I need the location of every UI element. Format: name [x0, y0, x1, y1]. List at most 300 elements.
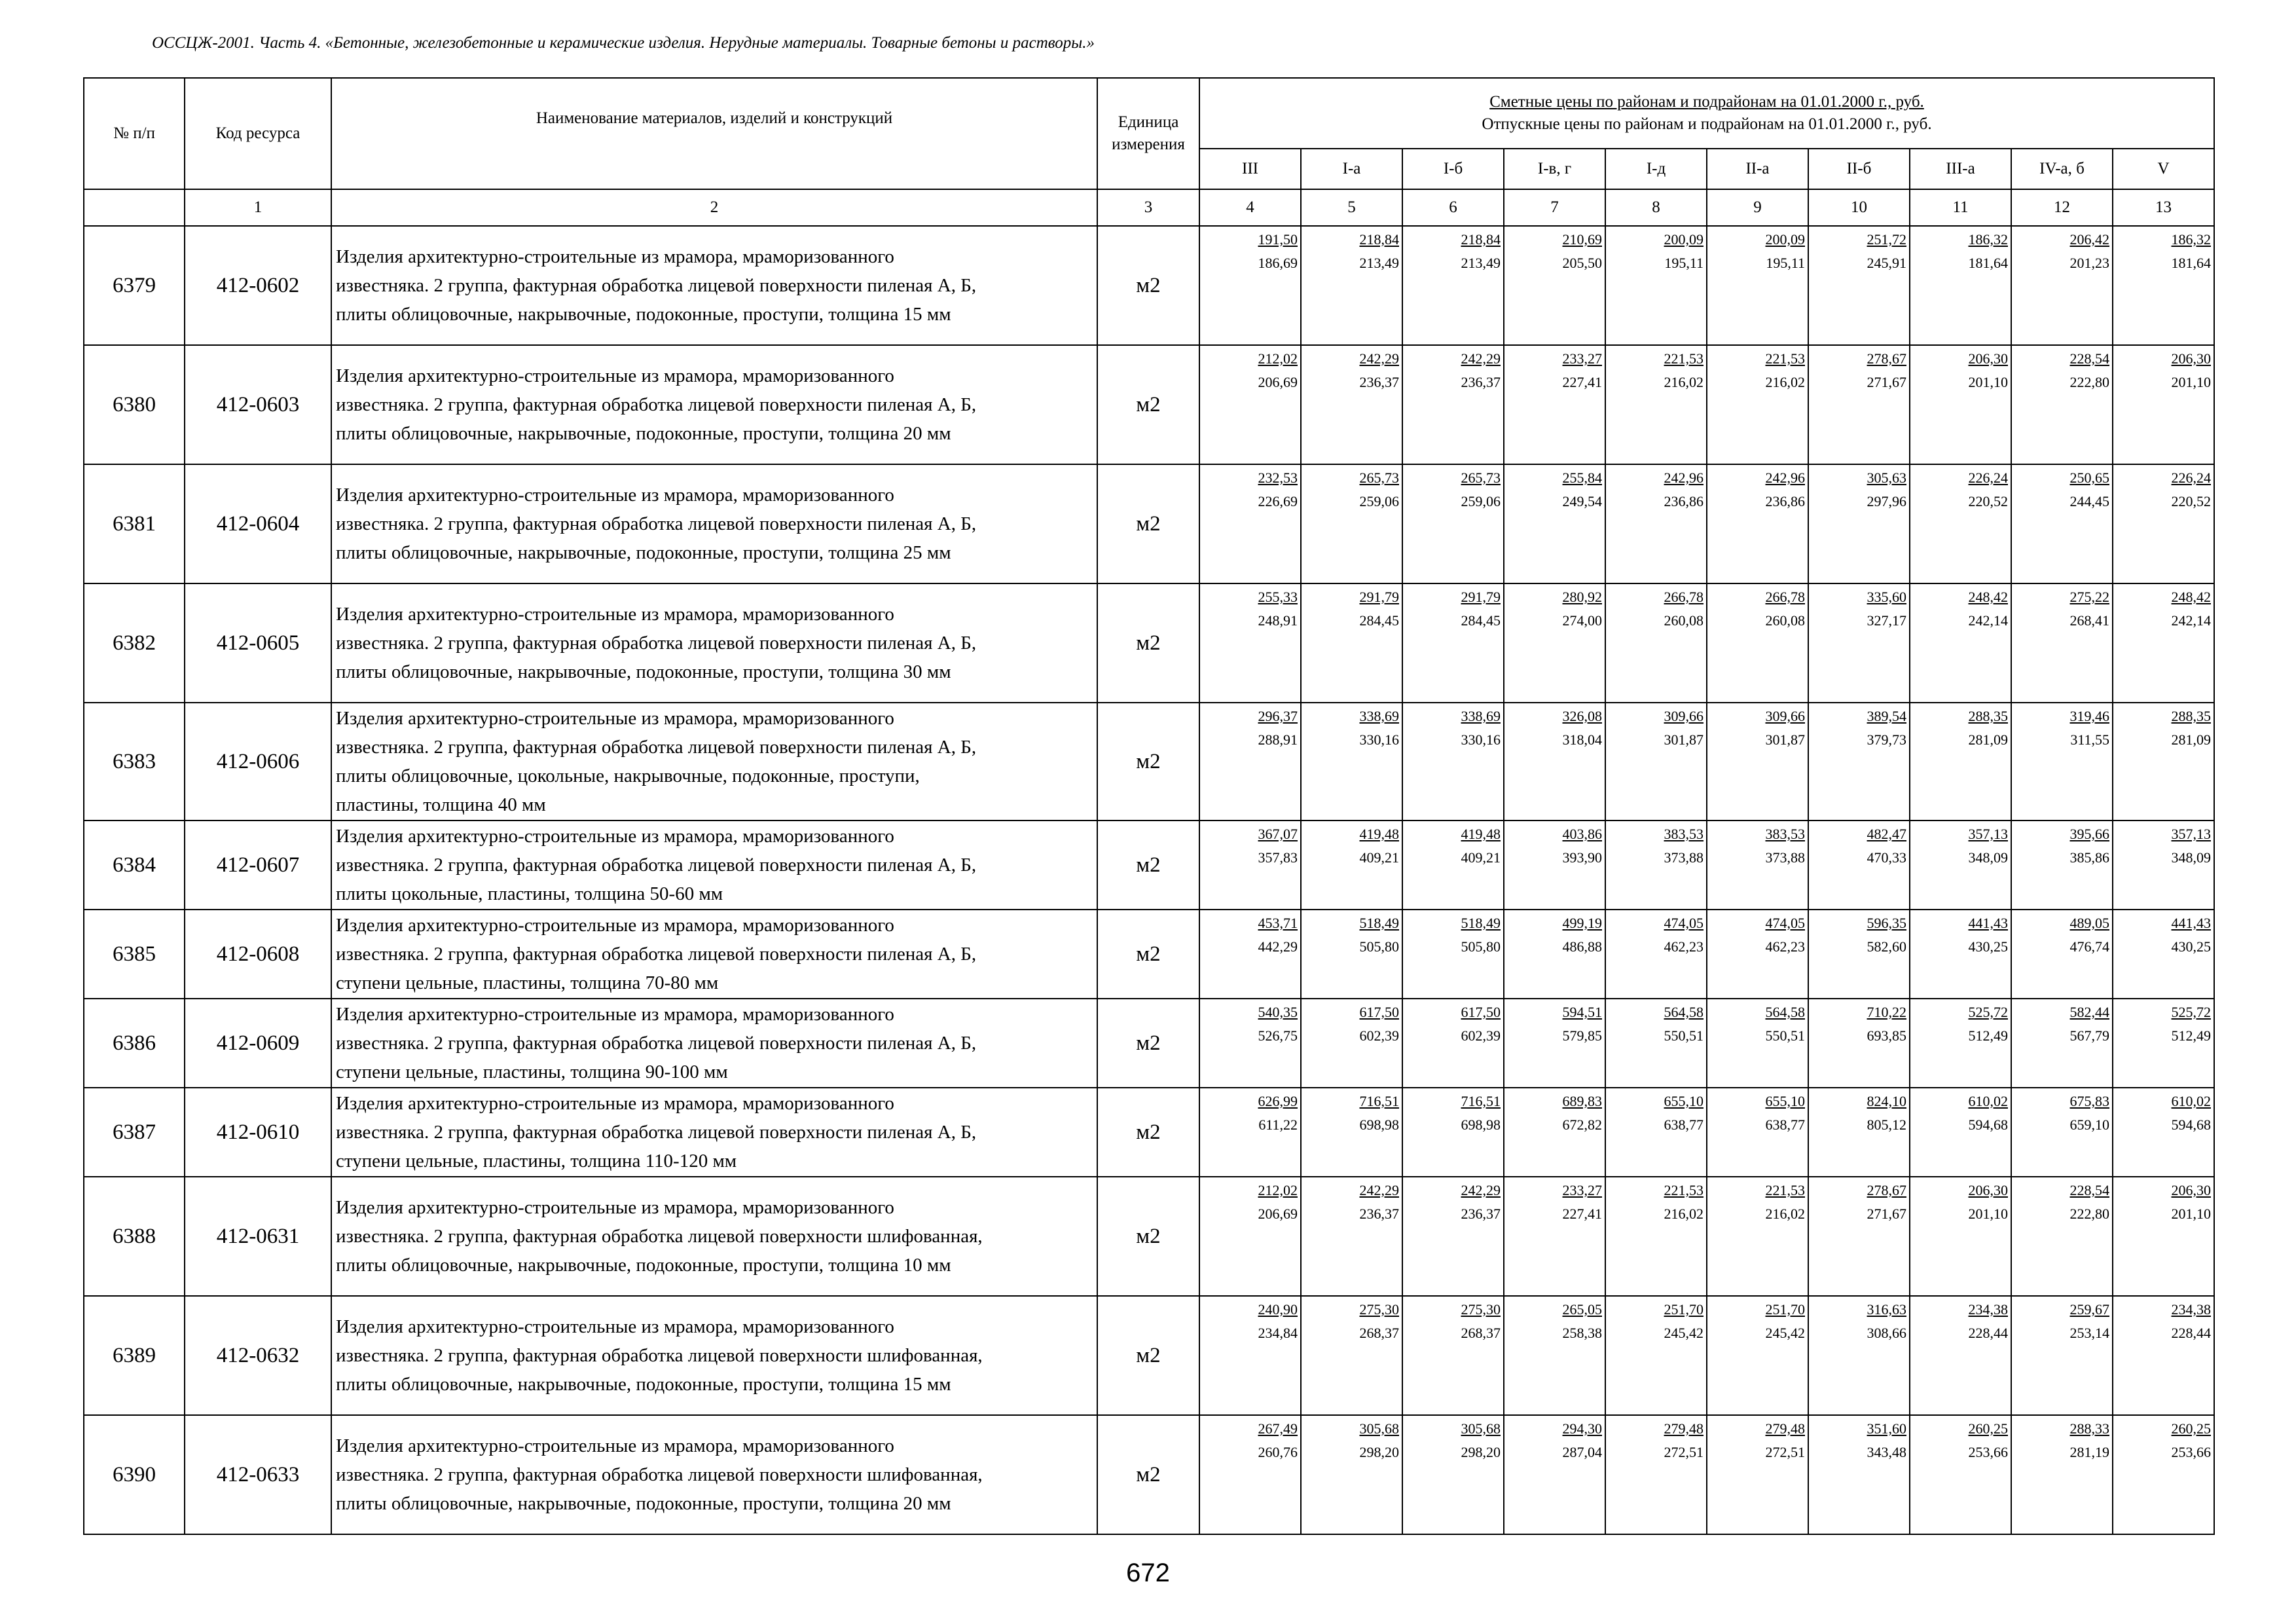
- estimate-price: 278,67: [1867, 350, 1906, 367]
- release-price: 281,09: [2171, 731, 2211, 748]
- table-row: [84, 226, 2214, 345]
- material-description: [331, 583, 1097, 703]
- estimate-price: 316,63: [1867, 1301, 1906, 1318]
- description-line: известняка. 2 группа, фактурная обработка лицевой поверхности пиленая А, Б,: [336, 513, 977, 534]
- release-price: 248,91: [1258, 612, 1298, 629]
- material-description: [331, 464, 1097, 583]
- estimate-price: 186,32: [2171, 231, 2211, 248]
- estimate-price: 453,71: [1258, 915, 1298, 931]
- price-table: [83, 77, 2215, 1535]
- estimate-price: 240,90: [1258, 1301, 1298, 1318]
- price-cell: [2113, 1415, 2214, 1534]
- release-price: 253,66: [1968, 1444, 2008, 1460]
- material-description: [331, 345, 1097, 464]
- unit: м2: [1097, 910, 1199, 999]
- price-cell: [2113, 703, 2214, 821]
- release-price: 274,00: [1562, 612, 1602, 629]
- region-header: V: [2113, 149, 2214, 189]
- release-price: 242,14: [2171, 612, 2211, 629]
- material-description: [331, 226, 1097, 345]
- price-cell: [1808, 1177, 1910, 1296]
- unit: м2: [1097, 1088, 1199, 1177]
- description-line: плиты облицовочные, цокольные, накрывочные, подоконные, проступи,: [336, 766, 920, 786]
- row-number: 6388: [84, 1177, 185, 1296]
- estimate-price: 564,58: [1664, 1004, 1704, 1020]
- estimate-price: 403,86: [1562, 826, 1602, 842]
- unit: м2: [1097, 703, 1199, 821]
- release-price: 611,22: [1258, 1116, 1298, 1133]
- price-cell: [1199, 1088, 1301, 1177]
- description-line: известняка. 2 группа, фактурная обработка лицевой поверхности пиленая А, Б,: [336, 633, 977, 654]
- price-cell: [1199, 1415, 1301, 1534]
- resource-code: 412-0633: [185, 1415, 331, 1534]
- price-cell: [1402, 345, 1504, 464]
- unit: м2: [1097, 999, 1199, 1088]
- price-cell: [1605, 910, 1707, 999]
- release-price: 220,52: [1968, 493, 2008, 509]
- estimate-price: 200,09: [1765, 231, 1805, 248]
- release-price: 357,83: [1258, 849, 1298, 866]
- price-cell: [1199, 821, 1301, 910]
- estimate-price: 260,25: [1968, 1420, 2008, 1437]
- region-header: I-в, г: [1504, 149, 1605, 189]
- release-price: 379,73: [1867, 731, 1906, 748]
- price-cell: [1199, 999, 1301, 1088]
- region-header: I-д: [1605, 149, 1707, 189]
- estimate-price: 689,83: [1562, 1093, 1602, 1109]
- price-cell: [1910, 345, 2011, 464]
- estimate-price: 206,30: [1968, 350, 2008, 367]
- estimate-price: 357,13: [1968, 826, 2008, 842]
- release-price: 805,12: [1867, 1116, 1906, 1133]
- price-cell: [1199, 1296, 1301, 1415]
- price-cell: [1301, 703, 1402, 821]
- estimate-price: 305,63: [1867, 470, 1906, 486]
- estimate-price: 525,72: [2171, 1004, 2211, 1020]
- release-price: 249,54: [1562, 493, 1602, 509]
- description-line: Изделия архитектурно-строительные из мрамора, мраморизованного: [336, 365, 894, 386]
- estimate-price: 675,83: [2069, 1093, 2109, 1109]
- description-line: Изделия архитектурно-строительные из мрамора, мраморизованного: [336, 246, 894, 267]
- release-price: 409,21: [1461, 849, 1501, 866]
- price-cell: [1707, 1296, 1808, 1415]
- release-price: 181,64: [1968, 255, 2008, 271]
- price-cell: [1504, 464, 1605, 583]
- estimate-price: 251,72: [1867, 231, 1906, 248]
- release-price: 672,82: [1562, 1116, 1602, 1133]
- price-cell: [2011, 583, 2113, 703]
- description-line: плиты облицовочные, накрывочные, подоконные, проступи, толщина 15 мм: [336, 1374, 951, 1395]
- estimate-price: 594,51: [1562, 1004, 1602, 1020]
- release-price: 430,25: [1968, 938, 2008, 955]
- release-price: 602,39: [1359, 1027, 1399, 1044]
- estimate-price: 210,69: [1562, 231, 1602, 248]
- estimate-price: 242,96: [1765, 470, 1805, 486]
- release-price: 698,98: [1461, 1116, 1501, 1133]
- price-cell: [1301, 1415, 1402, 1534]
- estimate-price: 275,30: [1461, 1301, 1501, 1318]
- price-cell: [1301, 464, 1402, 583]
- estimate-price: 540,35: [1258, 1004, 1298, 1020]
- release-price: 258,38: [1562, 1325, 1602, 1341]
- header-code: Код ресурса: [185, 78, 331, 189]
- material-description: [331, 703, 1097, 821]
- material-description: [331, 1088, 1097, 1177]
- resource-code: 412-0605: [185, 583, 331, 703]
- release-price: 245,42: [1664, 1325, 1704, 1341]
- price-cell: [1402, 1415, 1504, 1534]
- estimate-price: 288,33: [2069, 1420, 2109, 1437]
- resource-code: 412-0631: [185, 1177, 331, 1296]
- price-cell: [1402, 1177, 1504, 1296]
- release-price: 242,14: [1968, 612, 2008, 629]
- region-header: II-а: [1707, 149, 1808, 189]
- release-price: 186,69: [1258, 255, 1298, 271]
- release-price: 195,11: [1664, 255, 1704, 271]
- estimate-price: 474,05: [1765, 915, 1805, 931]
- estimate-price: 280,92: [1562, 589, 1602, 605]
- release-price: 228,44: [1968, 1325, 2008, 1341]
- price-cell: [2011, 1088, 2113, 1177]
- estimate-price: 266,78: [1664, 589, 1704, 605]
- estimate-price: 212,02: [1258, 350, 1298, 367]
- release-price: 268,37: [1359, 1325, 1399, 1341]
- estimate-price: 191,50: [1258, 231, 1298, 248]
- release-price: 205,50: [1562, 255, 1602, 271]
- price-cell: [1707, 583, 1808, 703]
- release-price: 222,80: [2069, 374, 2109, 390]
- header-prices: [1199, 78, 2214, 149]
- estimate-price: 206,42: [2069, 231, 2109, 248]
- price-cell: [1504, 1415, 1605, 1534]
- description-line: известняка. 2 группа, фактурная обработка лицевой поверхности шлифованная,: [336, 1345, 983, 1366]
- release-price: 245,42: [1765, 1325, 1805, 1341]
- release-price: 245,91: [1867, 255, 1906, 271]
- estimate-price: 319,46: [2069, 708, 2109, 724]
- price-cell: [1910, 583, 2011, 703]
- price-cell: [2011, 226, 2113, 345]
- release-price: 550,51: [1765, 1027, 1805, 1044]
- estimate-price: 221,53: [1664, 1182, 1704, 1198]
- estimate-price: 305,68: [1359, 1420, 1399, 1437]
- price-cell: [1402, 226, 1504, 345]
- price-cell: [1605, 226, 1707, 345]
- price-cell: [2011, 910, 2113, 999]
- resource-code: 412-0610: [185, 1088, 331, 1177]
- estimate-price: 482,47: [1867, 826, 1906, 842]
- estimate-price: 395,66: [2069, 826, 2109, 842]
- release-price: 226,69: [1258, 493, 1298, 509]
- estimate-price: 200,09: [1664, 231, 1704, 248]
- estimate-price: 206,30: [2171, 1182, 2211, 1198]
- release-price: 236,37: [1359, 1206, 1399, 1222]
- price-cell: [1910, 1088, 2011, 1177]
- estimate-price: 309,66: [1664, 708, 1704, 724]
- price-cell: [1402, 821, 1504, 910]
- price-cell: [1605, 821, 1707, 910]
- description-line: Изделия архитектурно-строительные из мрамора, мраморизованного: [336, 915, 894, 936]
- release-price: 343,48: [1867, 1444, 1906, 1460]
- estimate-price: 610,02: [1968, 1093, 2008, 1109]
- description-line: Изделия архитектурно-строительные из мрамора, мраморизованного: [336, 1197, 894, 1218]
- estimate-price: 335,60: [1867, 589, 1906, 605]
- price-cell: [1707, 999, 1808, 1088]
- price-cell: [1910, 999, 2011, 1088]
- estimate-price: 296,37: [1258, 708, 1298, 724]
- table-row: [84, 1177, 2214, 1296]
- release-price: 272,51: [1664, 1444, 1704, 1460]
- region-header: IV-а, б: [2011, 149, 2113, 189]
- estimate-price: 419,48: [1461, 826, 1501, 842]
- release-price: 594,68: [2171, 1116, 2211, 1133]
- release-price: 260,08: [1765, 612, 1805, 629]
- estimate-price: 357,13: [2171, 826, 2211, 842]
- resource-code: 412-0602: [185, 226, 331, 345]
- price-cell: [2011, 1177, 2113, 1296]
- price-cell: [1707, 821, 1808, 910]
- release-price: 327,17: [1867, 612, 1906, 629]
- release-price: 311,55: [2070, 731, 2109, 748]
- price-cell: [1910, 821, 2011, 910]
- estimate-price: 525,72: [1968, 1004, 2008, 1020]
- estimate-price: 226,24: [2171, 470, 2211, 486]
- price-cell: [1707, 1415, 1808, 1534]
- release-price: 602,39: [1461, 1027, 1501, 1044]
- estimate-price: 228,54: [2069, 1182, 2109, 1198]
- estimate-price: 655,10: [1664, 1093, 1704, 1109]
- release-price: 582,60: [1867, 938, 1906, 955]
- price-cell: [1199, 703, 1301, 821]
- price-cell: [2113, 464, 2214, 583]
- release-price: 216,02: [1664, 374, 1704, 390]
- price-cell: [1910, 1415, 2011, 1534]
- price-cell: [2113, 1296, 2214, 1415]
- estimate-price: 251,70: [1765, 1301, 1805, 1318]
- region-header: I-б: [1402, 149, 1504, 189]
- resource-code: 412-0632: [185, 1296, 331, 1415]
- price-cell: [2113, 999, 2214, 1088]
- release-price: 330,16: [1359, 731, 1399, 748]
- description-line: плиты цокольные, пластины, толщина 50-60 мм: [336, 883, 723, 904]
- price-cell: [1504, 345, 1605, 464]
- release-price: 213,49: [1359, 255, 1399, 271]
- price-cell: [1808, 1415, 1910, 1534]
- price-cell: [1910, 910, 2011, 999]
- estimate-price: 234,38: [1968, 1301, 2008, 1318]
- release-price: 287,04: [1562, 1444, 1602, 1460]
- release-price: 234,84: [1258, 1325, 1298, 1341]
- estimate-price: 582,44: [2069, 1004, 2109, 1020]
- price-cell: [1707, 345, 1808, 464]
- material-description: [331, 1296, 1097, 1415]
- resource-code: 412-0608: [185, 910, 331, 999]
- region-header: III: [1199, 149, 1301, 189]
- price-cell: [1808, 999, 1910, 1088]
- price-cell: [1605, 999, 1707, 1088]
- column-number: 10: [1808, 189, 1910, 226]
- estimate-price: 206,30: [2171, 350, 2211, 367]
- estimate-price: 206,30: [1968, 1182, 2008, 1198]
- resource-code: 412-0603: [185, 345, 331, 464]
- price-cell: [1910, 464, 2011, 583]
- row-number: 6389: [84, 1296, 185, 1415]
- estimate-price: 291,79: [1359, 589, 1399, 605]
- estimate-price: 279,48: [1664, 1420, 1704, 1437]
- estimate-price: 279,48: [1765, 1420, 1805, 1437]
- estimate-price: 278,67: [1867, 1182, 1906, 1198]
- row-number: 6390: [84, 1415, 185, 1534]
- price-cell: [2011, 999, 2113, 1088]
- price-cell: [1910, 226, 2011, 345]
- unit: м2: [1097, 345, 1199, 464]
- price-cell: [1301, 910, 1402, 999]
- release-price: 284,45: [1359, 612, 1399, 629]
- release-price: 462,23: [1765, 938, 1805, 955]
- material-description: [331, 821, 1097, 910]
- estimate-price: 221,53: [1664, 350, 1704, 367]
- estimate-price: 255,84: [1562, 470, 1602, 486]
- estimate-price: 441,43: [2171, 915, 2211, 931]
- release-price: 567,79: [2069, 1027, 2109, 1044]
- description-line: плиты облицовочные, накрывочные, подоконные, проступи, толщина 20 мм: [336, 1493, 951, 1514]
- release-price: 253,66: [2171, 1444, 2211, 1460]
- release-price: 638,77: [1664, 1116, 1704, 1133]
- unit: м2: [1097, 226, 1199, 345]
- description-line: ступени цельные, пластины, толщина 70-80 мм: [336, 972, 719, 993]
- price-cell: [1402, 583, 1504, 703]
- estimate-price: 351,60: [1867, 1420, 1906, 1437]
- estimate-price: 383,53: [1765, 826, 1805, 842]
- column-number: 12: [2011, 189, 2113, 226]
- release-price: 271,67: [1867, 374, 1906, 390]
- release-price: 216,02: [1664, 1206, 1704, 1222]
- release-price: 430,25: [2171, 938, 2211, 955]
- estimate-price: 275,22: [2069, 589, 2109, 605]
- release-price: 505,80: [1359, 938, 1399, 955]
- material-description: [331, 910, 1097, 999]
- estimate-price: 218,84: [1461, 231, 1501, 248]
- estimate-price: 265,05: [1562, 1301, 1602, 1318]
- release-price: 201,10: [2171, 1206, 2211, 1222]
- release-price: 206,69: [1258, 374, 1298, 390]
- estimate-price: 186,32: [1968, 231, 2008, 248]
- description-line: Изделия архитектурно-строительные из мрамора, мраморизованного: [336, 485, 894, 506]
- release-price: 216,02: [1765, 374, 1805, 390]
- price-cell: [1199, 464, 1301, 583]
- price-cell: [1504, 1177, 1605, 1296]
- resource-code: 412-0606: [185, 703, 331, 821]
- estimate-price: 710,22: [1867, 1004, 1906, 1020]
- resource-code: 412-0609: [185, 999, 331, 1088]
- column-number: 11: [1910, 189, 2011, 226]
- unit: м2: [1097, 1177, 1199, 1296]
- description-line: известняка. 2 группа, фактурная обработка лицевой поверхности пиленая А, Б,: [336, 394, 977, 415]
- release-price: 301,87: [1664, 731, 1704, 748]
- region-header: II-б: [1808, 149, 1910, 189]
- price-cell: [1504, 821, 1605, 910]
- estimate-price: 294,30: [1562, 1420, 1602, 1437]
- column-number: [84, 189, 185, 226]
- description-line: известняка. 2 группа, фактурная обработка лицевой поверхности пиленая А, Б,: [336, 737, 977, 758]
- header-unit: Единица измерения: [1097, 78, 1199, 189]
- release-price: 512,49: [1968, 1027, 2008, 1044]
- description-line: известняка. 2 группа, фактурная обработка лицевой поверхности шлифованная,: [336, 1464, 983, 1485]
- estimate-price: 441,43: [1968, 915, 2008, 931]
- release-price: 442,29: [1258, 938, 1298, 955]
- price-cell: [1808, 1088, 1910, 1177]
- description-line: плиты облицовочные, накрывочные, подоконные, проступи, толщина 25 мм: [336, 542, 951, 563]
- estimate-price: 596,35: [1867, 915, 1906, 931]
- price-cell: [1199, 583, 1301, 703]
- price-cell: [1301, 821, 1402, 910]
- price-cell: [2113, 345, 2214, 464]
- header-prices-title: Сметные цены по районам и подрайонам на 01.01.2000 г., руб.: [1489, 93, 1924, 111]
- price-cell: [1504, 226, 1605, 345]
- estimate-price: 383,53: [1664, 826, 1704, 842]
- table-row: [84, 999, 2214, 1088]
- release-price: 281,19: [2069, 1444, 2109, 1460]
- release-price: 297,96: [1867, 493, 1906, 509]
- price-cell: [1301, 1088, 1402, 1177]
- release-price: 308,66: [1867, 1325, 1906, 1341]
- table-row: [84, 910, 2214, 999]
- price-cell: [1199, 226, 1301, 345]
- price-cell: [2011, 464, 2113, 583]
- estimate-price: 212,02: [1258, 1182, 1298, 1198]
- unit: м2: [1097, 583, 1199, 703]
- estimate-price: 564,58: [1765, 1004, 1805, 1020]
- release-price: 659,10: [2069, 1116, 2109, 1133]
- estimate-price: 288,35: [1968, 708, 2008, 724]
- price-cell: [1301, 999, 1402, 1088]
- estimate-price: 617,50: [1461, 1004, 1501, 1020]
- price-cell: [1402, 999, 1504, 1088]
- material-description: [331, 1177, 1097, 1296]
- price-cell: [1808, 821, 1910, 910]
- description-line: ступени цельные, пластины, толщина 110-120 мм: [336, 1151, 737, 1172]
- column-number: 13: [2113, 189, 2214, 226]
- page-number: 672: [1126, 1559, 1170, 1587]
- table-row: [84, 1415, 2214, 1534]
- estimate-price: 242,29: [1461, 1182, 1501, 1198]
- release-price: 505,80: [1461, 938, 1501, 955]
- header-num: № п/п: [84, 78, 185, 189]
- price-cell: [2113, 910, 2214, 999]
- price-cell: [2113, 1177, 2214, 1296]
- release-price: 195,11: [1766, 255, 1805, 271]
- release-price: 284,45: [1461, 612, 1501, 629]
- price-cell: [1707, 910, 1808, 999]
- description-line: известняка. 2 группа, фактурная обработка лицевой поверхности пиленая А, Б,: [336, 1033, 977, 1054]
- description-line: известняка. 2 группа, фактурная обработка лицевой поверхности пиленая А, Б,: [336, 944, 977, 965]
- release-price: 486,88: [1562, 938, 1602, 955]
- estimate-price: 242,29: [1461, 350, 1501, 367]
- price-cell: [1910, 703, 2011, 821]
- estimate-price: 288,35: [2171, 708, 2211, 724]
- release-price: 693,85: [1867, 1027, 1906, 1044]
- description-line: плиты облицовочные, накрывочные, подоконные, проступи, толщина 30 мм: [336, 661, 951, 682]
- price-cell: [1605, 1177, 1707, 1296]
- table-row: [84, 1296, 2214, 1415]
- estimate-price: 218,84: [1359, 231, 1399, 248]
- price-cell: [1504, 910, 1605, 999]
- price-cell: [1504, 583, 1605, 703]
- release-price: 373,88: [1765, 849, 1805, 866]
- estimate-price: 518,49: [1359, 915, 1399, 931]
- description-line: Изделия архитектурно-строительные из мрамора, мраморизованного: [336, 1004, 894, 1025]
- release-price: 330,16: [1461, 731, 1501, 748]
- unit: м2: [1097, 821, 1199, 910]
